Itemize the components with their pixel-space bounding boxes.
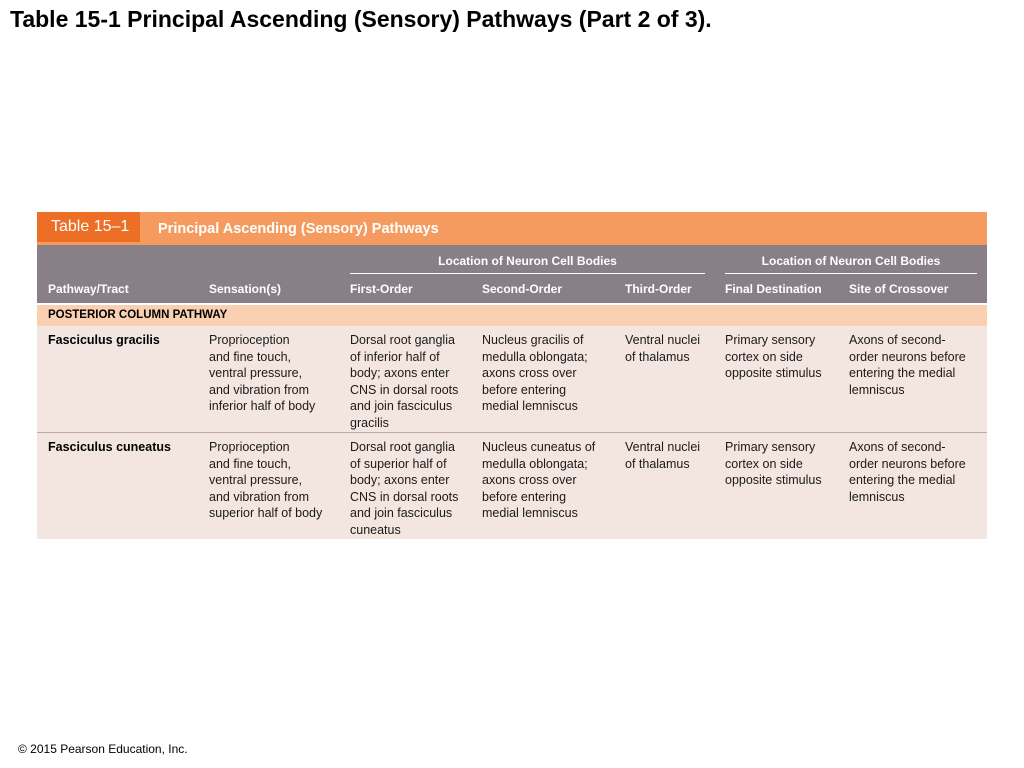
table-number-tag: Table 15–1 [37, 212, 140, 242]
crossover-cell: Axons of second- order neurons before entering the medial lemniscus [849, 333, 966, 397]
column-header-first-order: First-Order [350, 282, 413, 296]
first-order-cell: Dorsal root ganglia of superior half of body; axons enter CNS in dorsal roots and join fasciculus cuneatus [350, 440, 459, 537]
table-row [37, 326, 987, 432]
column-header-band [37, 245, 987, 303]
pathway-cell: Fasciculus gracilis [48, 333, 160, 347]
copyright-notice: © 2015 Pearson Education, Inc. [18, 742, 188, 756]
group-header-rule [725, 273, 977, 274]
final-destination-cell: Primary sensory cortex on side opposite stimulus [725, 333, 822, 380]
column-header-crossover: Site of Crossover [849, 282, 949, 296]
group-header-destination: Location of Neuron Cell Bodies [761, 254, 941, 268]
group-header-neuron-locations: Location of Neuron Cell Bodies [438, 254, 617, 268]
table-title: Principal Ascending (Sensory) Pathways [158, 221, 439, 237]
column-header-second-order: Second-Order [482, 282, 563, 296]
section-header: POSTERIOR COLUMN PATHWAY [37, 305, 987, 326]
column-header-sensations: Sensation(s) [209, 282, 282, 296]
sensation-cell: Proprioception and fine touch, ventral pressure, and vibration from superior half of body [209, 440, 323, 520]
column-header-pathway: Pathway/Tract [48, 282, 129, 296]
table-row [37, 433, 987, 539]
group-header-rule [350, 273, 705, 274]
pathway-cell: Fasciculus cuneatus [48, 440, 171, 454]
third-order-cell: Ventral nuclei of thalamus [625, 333, 701, 364]
table-banner [37, 212, 987, 245]
second-order-cell: Nucleus gracilis of medulla oblongata; axons cross over before entering medial lemniscus [482, 333, 588, 413]
sensation-cell: Proprioception and fine touch, ventral pressure, and vibration from inferior half of body [209, 333, 316, 413]
slide-title: Table 15-1 Principal Ascending (Sensory) Pathways (Part 2 of 3). [10, 6, 712, 32]
first-order-cell: Dorsal root ganglia of inferior half of body; axons enter CNS in dorsal roots and join fasciculus gracilis [350, 333, 459, 430]
third-order-cell: Ventral nuclei of thalamus [625, 440, 701, 471]
column-header-third-order: Third-Order [625, 282, 692, 296]
column-header-final-destination: Final Destination [725, 282, 822, 296]
final-destination-cell: Primary sensory cortex on side opposite stimulus [725, 440, 822, 487]
second-order-cell: Nucleus cuneatus of medulla oblongata; axons cross over before entering medial lemniscus [482, 440, 596, 520]
crossover-cell: Axons of second- order neurons before entering the medial lemniscus [849, 440, 966, 504]
table-figure [37, 212, 987, 539]
